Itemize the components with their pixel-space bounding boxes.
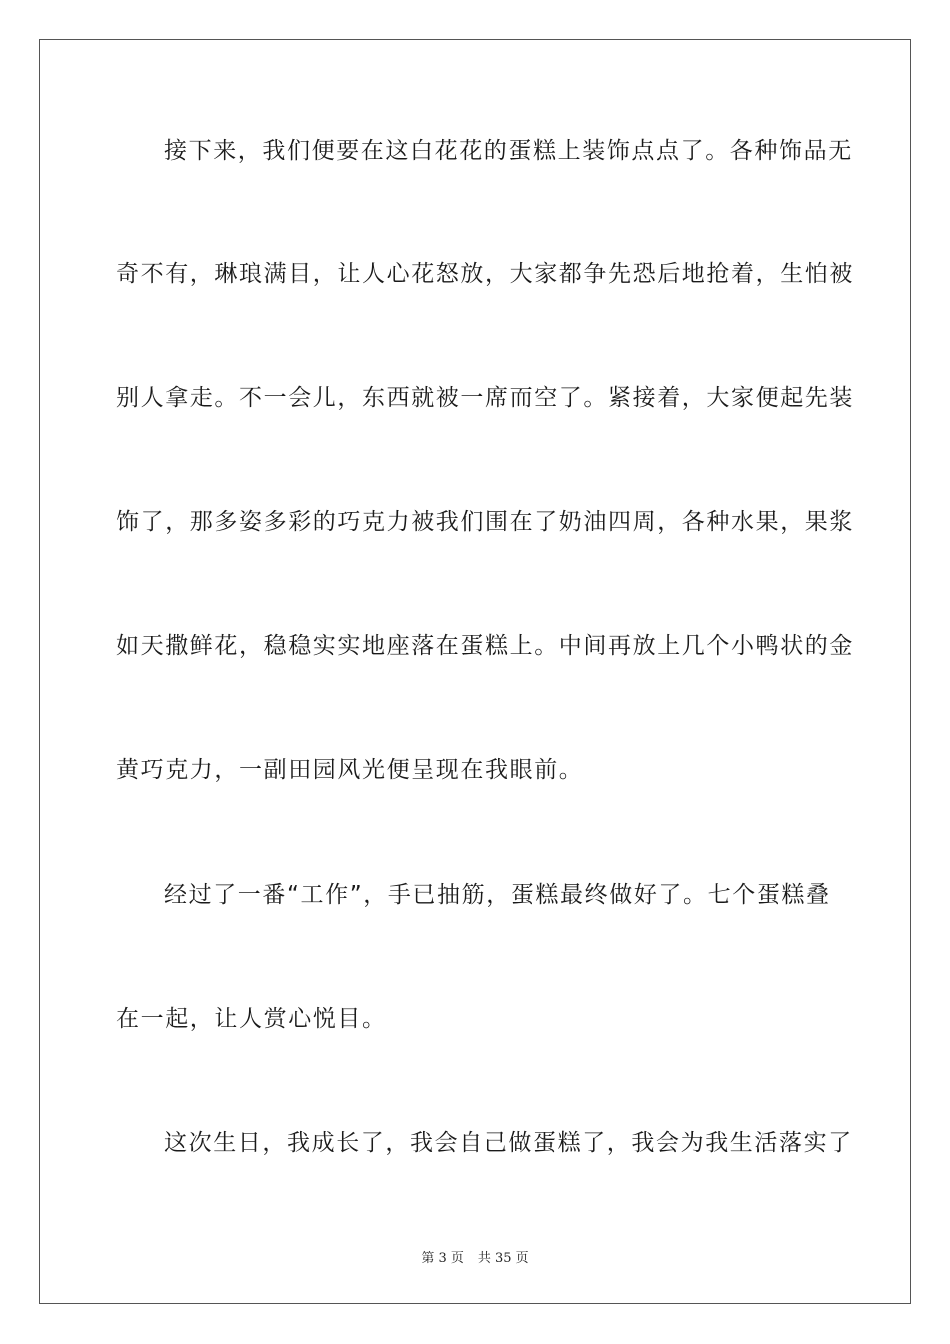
- page-footer: [0, 1247, 950, 1266]
- total-pages: 共 35 页: [477, 1251, 529, 1266]
- page-frame: [39, 39, 911, 1304]
- paragraph-line: 这次生日，我成长了，我会自己做蛋糕了，我会为我生活落实了: [164, 1130, 853, 1156]
- paragraph-line: 经过了一番“工作”，手已抽筋，蛋糕最终做好了。七个蛋糕叠: [164, 882, 831, 908]
- paragraph-line: 别人拿走。不一会儿，东西就被一席而空了。紧接着，大家便起先装: [116, 385, 854, 411]
- page-number: 第 3 页: [421, 1251, 464, 1266]
- paragraph-line: 如天撒鲜花，稳稳实实地座落在蛋糕上。中间再放上几个小鸭状的金: [116, 633, 854, 659]
- paragraph-line: 接下来，我们便要在这白花花的蛋糕上装饰点点了。各种饰品无: [164, 138, 853, 164]
- paragraph-line: 饰了，那多姿多彩的巧克力被我们围在了奶油四周，各种水果，果浆: [116, 509, 854, 535]
- paragraph-line: 在一起，让人赏心悦目。: [116, 1006, 387, 1032]
- paragraph-line: 奇不有，琳琅满目，让人心花怒放，大家都争先恐后地抢着，生怕被: [116, 261, 854, 287]
- paragraph-line: 黄巧克力，一副田园风光便呈现在我眼前。: [116, 757, 584, 783]
